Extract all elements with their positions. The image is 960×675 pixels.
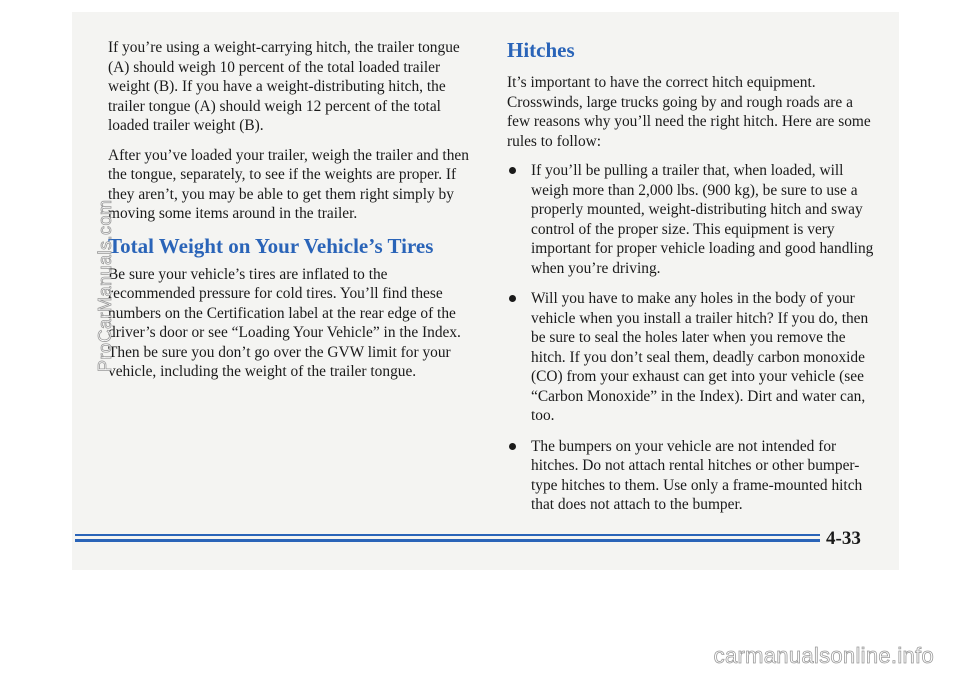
- list-item-text: The bumpers on your vehicle are not intended for hitches. Do not attach rental hitches or other bumper-type hitches to them. Use only a frame-mounted hitch that does not attach to the bumper.: [531, 437, 863, 513]
- hitch-rules-list: [507, 161, 877, 515]
- page-number: 4-33: [826, 528, 861, 549]
- left-column: [108, 38, 478, 392]
- bullet-icon: [509, 443, 516, 450]
- bullet-icon: [509, 295, 516, 302]
- section-heading-hitches: Hitches: [507, 38, 575, 62]
- list-item-text: If you’ll be pulling a trailer that, when loaded, will weigh more than 2,000 lbs. (900 kg), be sure to use a properly mounted, weight-distributing hitch and sway control of the proper size. This equipment is very important for proper vehicle loading and good handling when you’re driving.: [531, 162, 874, 277]
- footer-rule: [75, 534, 820, 544]
- bullet-icon: [509, 167, 516, 174]
- hitch-tongue-weight-paragraph: If you’re using a weight-carrying hitch, the trailer tongue (A) should weigh 10 percent of the total loaded trailer weight (B). If you have a weight-distributing hitch, the trailer tongue (A) should weigh 12 percent of the total loaded trailer weight (B).: [108, 39, 460, 134]
- list-item: [507, 289, 877, 426]
- tire-inflation-paragraph: Be sure your vehicle’s tires are inflated to the recommended pressure for cold tires. You’ll find these numbers on the Certification label at the rear edge of the driver’s door or see “Loading Your Vehicle” in the Index. Then be sure you don’t go over the GVW limit for your vehicle, including the weight of the trailer tongue.: [108, 265, 461, 380]
- hitches-intro-paragraph: It’s important to have the correct hitch equipment. Crosswinds, large trucks going by and rough roads are a few reasons why you’ll need the right hitch. Here are some rules to follow:: [507, 74, 871, 150]
- bottom-watermark: carmanualsonline.info: [713, 643, 934, 668]
- side-watermark-text: ProCarManuals.com: [95, 199, 115, 372]
- right-column: [507, 38, 877, 526]
- list-item: [507, 161, 877, 278]
- weigh-trailer-paragraph: After you’ve loaded your trailer, weigh the trailer and then the tongue, separately, to see if the weights are proper. If they aren’t, you may be able to get them right simply by moving some items around in the trailer.: [108, 146, 469, 222]
- footer-rule-thick: [75, 539, 820, 542]
- list-item-text: Will you have to make any holes in the body of your vehicle when you install a trailer hitch? If you do, then be sure to seal the holes later when you remove the hitch. If you don’t seal them, deadly carbon monoxide (CO) from your exhaust can get into your vehicle (see “Carbon Monoxide” in the Index). Dirt and water can, too.: [531, 290, 869, 424]
- list-item: [507, 437, 877, 515]
- section-heading-total-weight: Total Weight on Your Vehicle’s Tires: [108, 233, 434, 258]
- footer-rule-thin: [75, 534, 820, 536]
